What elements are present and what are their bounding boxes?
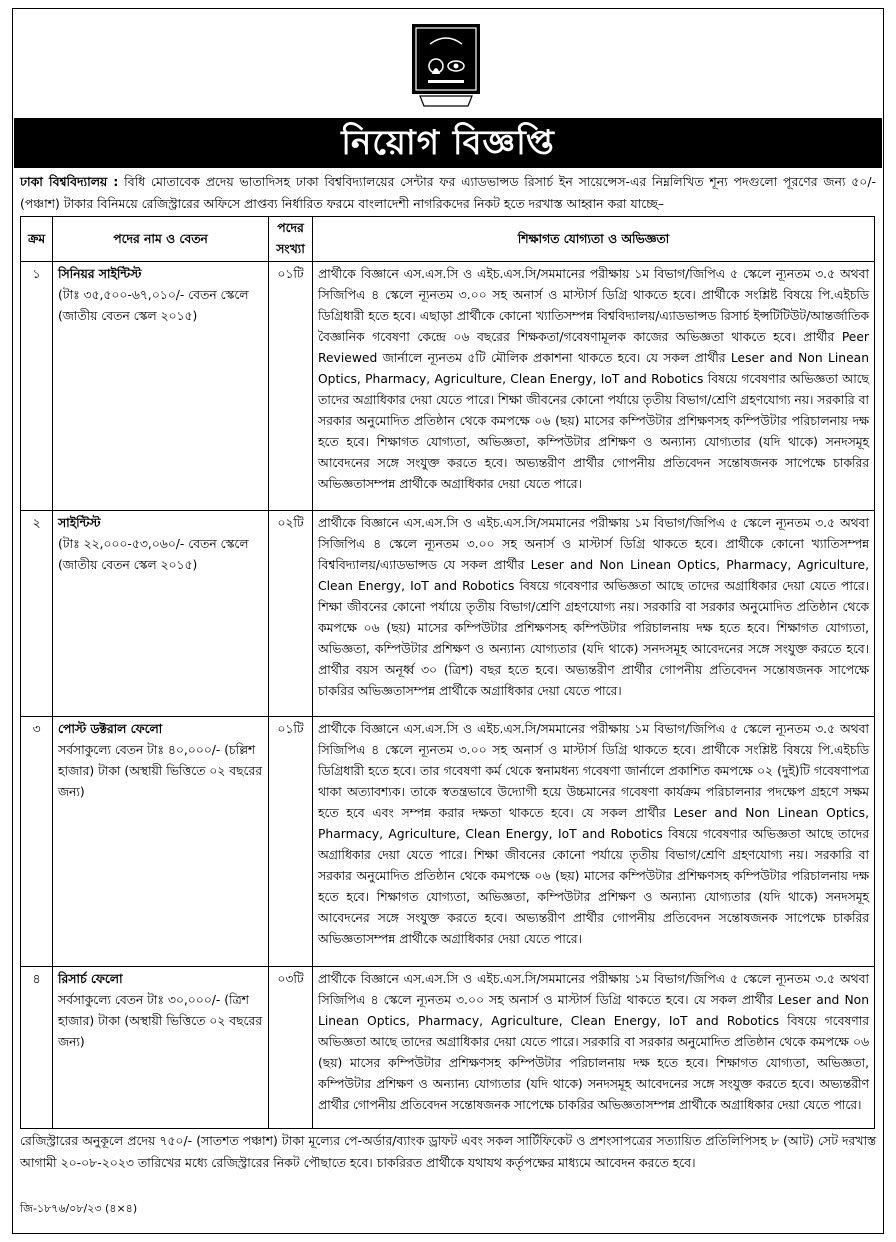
row-qualification: প্রার্থীকে বিজ্ঞানে এস.এস.সি ও এইচ.এস.সি/সমমানের পরীক্ষায় ১ম বিভাগ/জিপিএ ৫ স্কেলে ন্যূনতম ৩.৫ অথবা সিজিপিএ ৪ স্কেলে ন্যূনতম ৩.০০ সহ অনার্স ও মাস্টার্স ডিগ্রি থাকতে হবে। প্রার্থীকে কোনো খ্যাতিসম্পন্ন বিশ্ববিদ্যালয়/এ্যাডভান্সড যে সকল প্রার্থীর Leser and Non Linean Optics, Pharmacy, Agriculture, Clean Energy, IoT and Robotics বিষয়ে গবেষণার অভিজ্ঞতা আছে তাদের অগ্রাধিকার দেয়া যেতে পারে। শিক্ষা জীবনের কোনো পর্যায়ে তৃতীয় বিভাগ/শ্রেণি গ্রহণযোগ্য নয়। সরকারি বা সরকার অনুমোদিত প্রতিষ্ঠান থেকে কমপক্ষে ০৬ (ছয়) মাসের কম্পিউটার প্রশিক্ষণসহ কম্পিউটার পরিচালনায় দক্ষ হতে হবে। শিক্ষাগত যোগ্যতা, অভিজ্ঞতা, কম্পিউটার প্রশিক্ষণ ও অন্যান্য যোগ্যতার (যদি থাকে) সনদসমূহ আবেদনের সঙ্গে সংযুক্ত করতে হবে। প্রার্থীর বয়স অনূর্ধ্ব ৩০ (ত্রিশ) বছর হতে হবে। অভ্যন্তরীণ প্রার্থীর গোপনীয় প্রতিবেদন সন্তোষজনক সাপেক্ষে চাকরির অভিজ্ঞতাসম্পন্ন প্রার্থীকে অগ্রাধিকার দেয়া যেতে পারে। <box>313 511 875 717</box>
row-qualification: প্রার্থীকে বিজ্ঞানে এস.এস.সি ও এইচ.এস.সি/সমমানের পরীক্ষায় ১ম বিভাগ/জিপিএ ৫ স্কেলে ন্যূনতম ৩.৫ অথবা সিজিপিএ ৪ স্কেলে ন্যূনতম ৩.০০ সহ অনার্স ও মাস্টার্স ডিগ্রি থাকতে হবে। প্রার্থীকে সংশ্লিষ্ট বিষয়ে পি.এইচডি ডিগ্রিধারী হতে হবে। এছাড়া প্রার্থীকে কোনো খ্যাতিসম্পন্ন বিশ্ববিদ্যালয়/এ্যাডভান্সড রিসার্চ ইন্সটিটিউট/আন্তর্জাতিক বৈজ্ঞানিক গবেষণা কেন্দ্রে ০৬ বছরের শিক্ষকতা/গবেষণামূলক কাজের অভিজ্ঞতা থাকতে হবে। প্রার্থীর Peer Reviewed জার্নালে ন্যূনতম ৫টি মৌলিক প্রকাশনা থাকতে হবে। যে সকল প্রার্থীর Leser and Non Linean Optics, Pharmacy, Agriculture, Clean Energy, IoT and Robotics বিষয়ে গবেষণার অভিজ্ঞতা আছে তাদের অগ্রাধিকার দেয়া যেতে পারে। শিক্ষা জীবনের কোনো পর্যায়ে তৃতীয় বিভাগ/শ্রেণি গ্রহণযোগ্য নয়। সরকারি বা সরকার অনুমোদিত প্রতিষ্ঠান থেকে কমপক্ষে ০৬ (ছয়) মাসের কম্পিউটার প্রশিক্ষণসহ কম্পিউটার পরিচালনায় দক্ষ হতে হবে। শিক্ষাগত যোগ্যতা, অভিজ্ঞতা, কম্পিউটার প্রশিক্ষণ ও অন্যান্য যোগ্যতার (যদি থাকে) সনদসমূহ আবেদনের সঙ্গে সংযুক্ত করতে হবে। অভ্যন্তরীণ প্রার্থীর গোপনীয় প্রতিবেদন সন্তোষজনক সাপেক্ষে চাকরির অভিজ্ঞতাসম্পন্ন প্রার্থীকে অগ্রাধিকার দেয়া যেতে পারে। <box>313 262 875 511</box>
post-salary: সর্বসাকুল্যে বেতন টাঃ ৩০,০০০/- (ত্রিশ হাজার) টাকা (অস্থায়ী ভিত্তিতে ০২ বছরের জন্য) <box>58 993 262 1049</box>
row-post <box>53 511 269 717</box>
header-qualification: শিক্ষাগত যোগ্যতা ও অভিজ্ঞতা <box>313 217 875 262</box>
footer-paragraph: রেজিস্ট্রারের অনুকূলে প্রদেয় ৭৫০/- (সাতশত পঞ্চাশ) টাকা মূল্যের পে-অর্ডার/ব্যাংক ড্রাফট এবং সকল সার্টিফিকেট ও প্রশংসাপত্রের সত্যায়িত প্রতিলিপিসহ ৮ (আট) সেট দরখাস্ত আগামী ২০-০৮-২০২৩ তারিখের মধ্যে রেজিস্ট্রারের নিকট পৌছাতে হবে। চাকরিরত প্রার্থীকে যথাযথ কর্তৃপক্ষের মাধ্যমে আবেদন করতে হবে। <box>20 1133 876 1170</box>
row-serial: ২ <box>21 511 53 717</box>
post-salary: (টাঃ ৩৫,৫০০-৬৭,০১০/- বেতন স্কেলে (জাতীয় বেতন স্কেল ২০১৫) <box>58 288 249 323</box>
row-post <box>53 717 269 967</box>
table-row <box>21 717 875 967</box>
post-salary: (টাঃ ২২,০০০-৫৩,০৬০/- বেতন স্কেলে (জাতীয় বেতন স্কেল ২০১৫) <box>58 537 249 572</box>
row-serial: ১ <box>21 262 53 511</box>
post-name: সাইন্টিস্ট <box>58 516 101 530</box>
intro-text: বিধি মোতাবেক প্রদেয় ভাতাদিসহ ঢাকা বিশ্ববিদ্যালয়ের সেন্টার ফর এ্যাডভান্সড রিসার্চ ইন সায়েন্সেস-এর নিম্নলিখিত শূন্য পদগুলো পূরণের জন্য ৫০/- (পঞ্চাশ) টাকার বিনিময়ে রেজিস্ট্রারের অফিসে প্রাপ্তব্য নির্ধারিত ফরমে বাংলাদেশী নাগরিকদের নিকট হতে দরখাস্ত আহ্বান করা যাচ্ছে– <box>20 174 876 211</box>
header-post: পদের নাম ও বেতন <box>53 217 269 262</box>
dhaka-university-crest-icon <box>410 22 482 110</box>
row-count: ০১টি <box>269 262 313 511</box>
table-row <box>21 967 875 1129</box>
table-row <box>21 262 875 511</box>
row-count: ০৩টি <box>269 967 313 1129</box>
row-qualification: প্রার্থীকে বিজ্ঞানে এস.এস.সি ও এইচ.এস.সি/সমমানের পরীক্ষায় ১ম বিভাগ/জিপিএ ৫ স্কেলে ন্যূনতম ৩.৫ অথবা সিজিপিএ ৪ স্কেলে ন্যূনতম ৩.০০ সহ অনার্স ও মাস্টার্স ডিগ্রি থাকতে হবে। প্রার্থীকে সংশ্লিষ্ট বিষয়ে পি.এইচডি ডিগ্রিধারী হতে হবে। তার গবেষণা কর্ম থেকে স্বনামধন্য গবেষণা জার্নালে প্রকাশিত কমপক্ষে ০২ (দুই)টি গবেষণাপত্র থাকা অত্যাবশ্যক। তাকে স্বতন্ত্রভাবে উদ্যোগী হয়ে উচ্চমানের গবেষণা কার্যক্রম পরিচালনার পদক্ষেপ গ্রহণে সক্ষম হতে হবে এবং সম্পন্ন করার দক্ষতা থাকতে হবে। যে সকল প্রার্থীর Leser and Non Linean Optics, Pharmacy, Agriculture, Clean Energy, IoT and Robotics বিষয়ে গবেষণার অভিজ্ঞতা আছে তাদের অগ্রাধিকার দেয়া যেতে পারে। শিক্ষা জীবনের কোনো পর্যায়ে তৃতীয় বিভাগ/শ্রেণি গ্রহণযোগ্য নয়। সরকারি বা সরকার অনুমোদিত প্রতিষ্ঠান থেকে কমপক্ষে ০৬ (ছয়) মাসের কম্পিউটার প্রশিক্ষণসহ কম্পিউটার পরিচালনায় দক্ষ হতে হবে। শিক্ষাগত যোগ্যতা, অভিজ্ঞতা, কম্পিউটার প্রশিক্ষণ ও অন্যান্য যোগ্যতার (যদি থাকে) সনদসমূহ আবেদনের সঙ্গে সংযুক্ত করতে হবে। অভ্যন্তরীণ প্রার্থীর গোপনীয় প্রতিবেদন সন্তোষজনক সাপেক্ষে চাকরির অভিজ্ঞতাসম্পন্ন প্রার্থীকে অগ্রাধিকার দেয়া যেতে পারে। <box>313 717 875 967</box>
row-post <box>53 967 269 1129</box>
table-header-row <box>21 217 875 262</box>
post-name: রিসার্চ ফেলো <box>58 972 123 986</box>
row-serial: ৩ <box>21 717 53 967</box>
row-serial: ৪ <box>21 967 53 1129</box>
notice-code: জি-১৮৭৬/০৮/২৩ (৪×৪) <box>20 1202 138 1215</box>
row-count: ০১টি <box>269 717 313 967</box>
post-name: সিনিয়র সাইন্টিস্ট <box>58 267 142 281</box>
header-count: পদের সংখ্যা <box>269 217 313 262</box>
row-count: ০২টি <box>269 511 313 717</box>
row-qualification: প্রার্থীকে বিজ্ঞানে এস.এস.সি ও এইচ.এস.সি/সমমানের পরীক্ষায় ১ম বিভাগ/জিপিএ ৫ স্কেলে ন্যূনতম ৩.৫ অথবা সিজিপিএ ৪ স্কেলে ন্যূনতম ৩.০০ সহ অনার্স ও মাস্টার্স ডিগ্রি থাকতে হবে। যে সকল প্রার্থীর Leser and Non Linean Optics, Pharmacy, Agriculture, Clean Energy, IoT and Robotics বিষয়ে গবেষণার অভিজ্ঞতা আছে তাদের অগ্রাধিকার দেয়া যেতে পারে। সরকারি বা সরকার অনুমোদিত প্রতিষ্ঠান থেকে কমপক্ষে ০৬ (ছয়) মাসের কম্পিউটার প্রশিক্ষণসহ কম্পিউটার পরিচালনায় দক্ষ হতে হবে। শিক্ষাগত যোগ্যতা, অভিজ্ঞতা, কম্পিউটার প্রশিক্ষণ ও অন্যান্য যোগ্যতার (যদি থাকে) সনদসমূহ আবেদনের সঙ্গে সংযুক্ত করতে হবে। অভ্যন্তরীণ প্রার্থীর গোপনীয় প্রতিবেদন সন্তোষজনক সাপেক্ষে চাকরির অভিজ্ঞতাসম্পন্ন প্রার্থীকে অগ্রাধিকার দেয়া যেতে পারে। <box>313 967 875 1129</box>
intro-org: ঢাকা বিশ্ববিদ্যালয় : <box>20 174 119 189</box>
university-logo <box>410 22 482 110</box>
row-post <box>53 262 269 511</box>
page-title: নিয়োগ বিজ্ঞপ্তি <box>14 118 882 168</box>
intro-paragraph <box>20 171 876 215</box>
vacancy-table <box>20 216 875 1129</box>
header-serial: ক্রম <box>21 217 53 262</box>
table-row <box>21 511 875 717</box>
post-name: পোস্ট ডক্টরাল ফেলো <box>58 722 163 736</box>
post-salary: সর্বসাকুল্যে বেতন টাঃ ৪০,০০০/- (চল্লিশ হাজার) টাকা (অস্থায়ী ভিত্তিতে ০২ বছরের জন্য) <box>58 743 262 799</box>
